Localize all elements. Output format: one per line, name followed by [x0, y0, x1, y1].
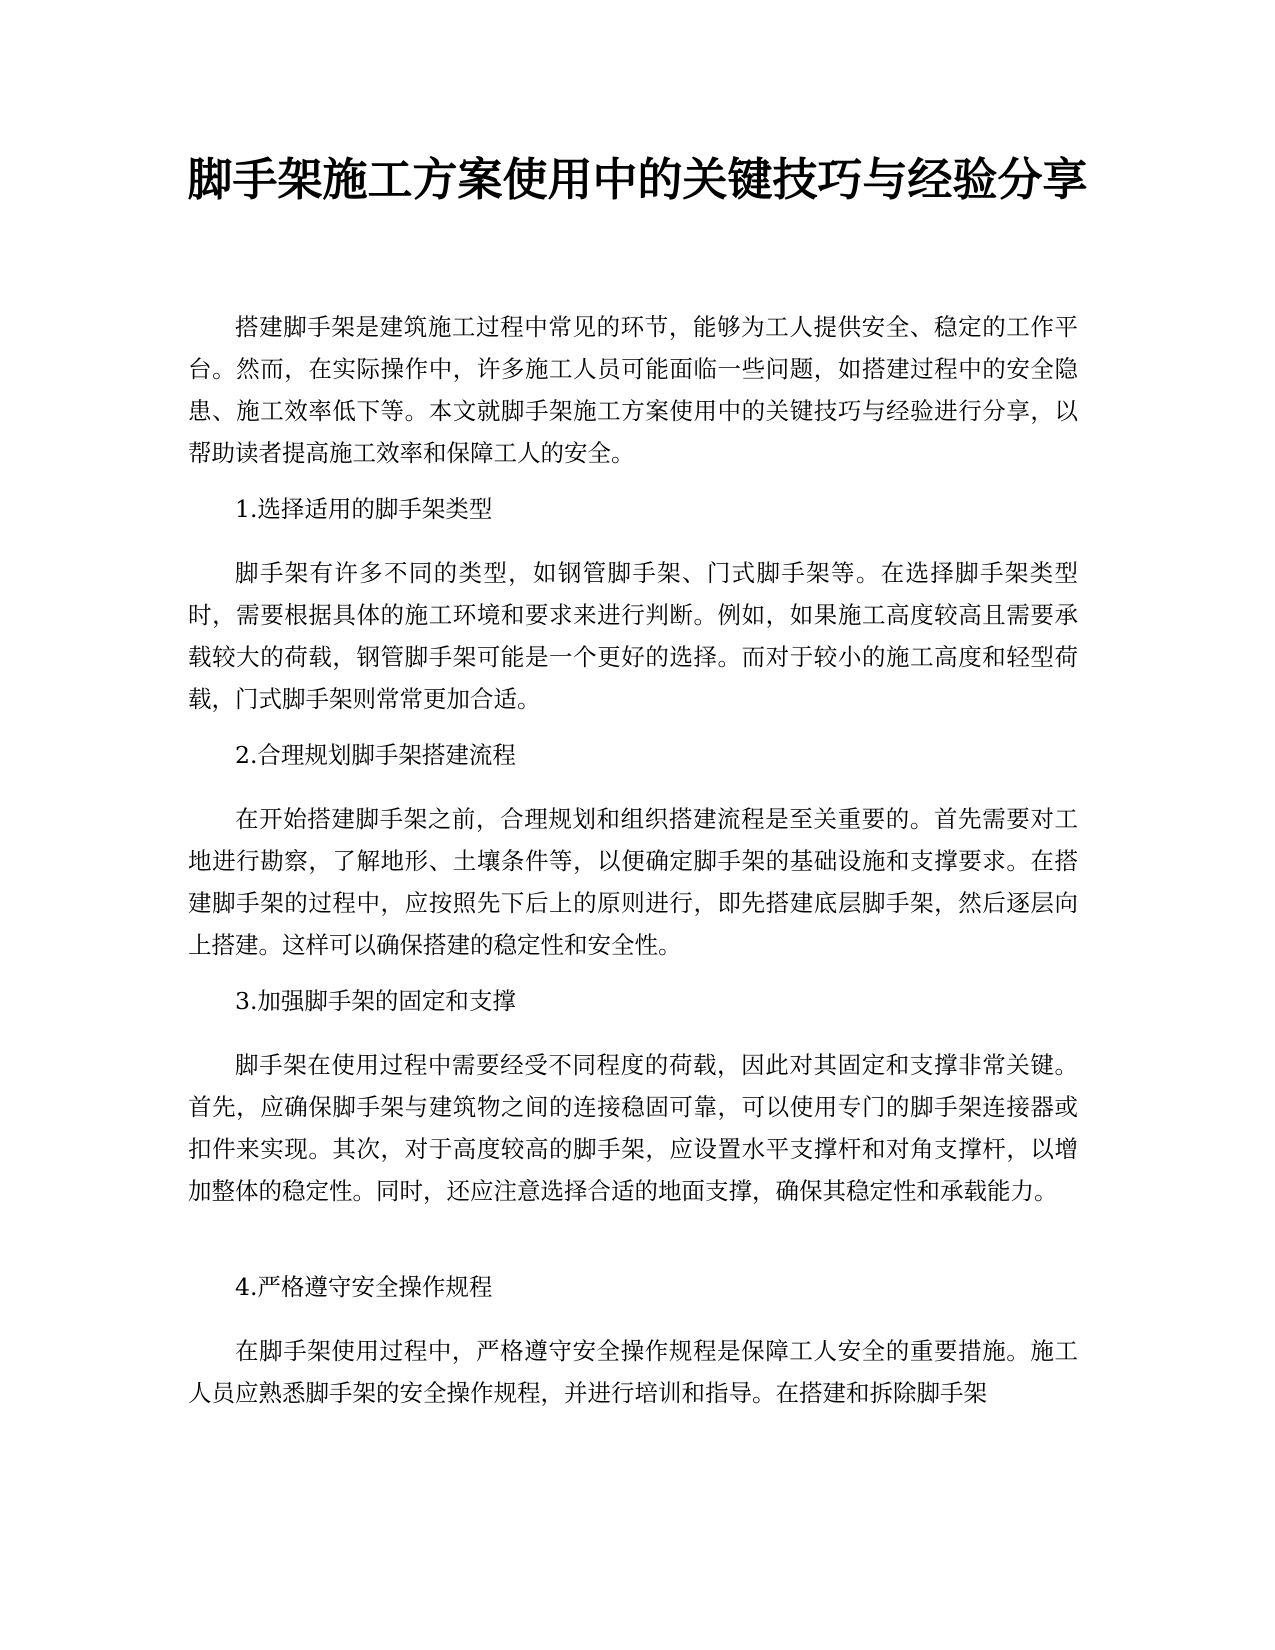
- document-title: 脚手架施工方案使用中的关键技巧与经验分享: [187, 153, 1088, 206]
- section-heading-3: 3.加强脚手架的固定和支撑: [235, 987, 516, 1015]
- section-paragraph-4: 在脚手架使用过程中，严格遵守安全操作规程是保障工人安全的重要措施。施工人员应熟悉脚手架的安全操作规程，并进行培训和指导。在搭建和拆除脚手架: [188, 1337, 1078, 1407]
- section-heading-4: 4.严格遵守安全操作规程: [235, 1273, 493, 1301]
- intro-paragraph: 搭建脚手架是建筑施工过程中常见的环节，能够为工人提供安全、稳定的工作平台。然而，在实际操作中，许多施工人员可能面临一些问题，如搭建过程中的安全隐患、施工效率低下等。本文就脚手架施工方案使用中的关键技巧与经验进行分享，以帮助读者提高施工效率和保障工人的安全。: [188, 313, 1078, 467]
- section-paragraph-1: 脚手架有许多不同的类型，如钢管脚手架、门式脚手架等。在选择脚手架类型时，需要根据具体的施工环境和要求来进行判断。例如，如果施工高度较高且需要承载较大的荷载，钢管脚手架可能是一个更好的选择。而对于较小的施工高度和轻型荷载，门式脚手架则常常更加合适。: [188, 559, 1078, 713]
- section-heading-1: 1.选择适用的脚手架类型: [235, 495, 493, 523]
- section-paragraph-2: 在开始搭建脚手架之前，合理规划和组织搭建流程是至关重要的。首先需要对工地进行勘察，了解地形、土壤条件等，以便确定脚手架的基础设施和支撑要求。在搭建脚手架的过程中，应按照先下后上的原则进行，即先搭建底层脚手架，然后逐层向上搭建。这样可以确保搭建的稳定性和安全性。: [188, 805, 1078, 959]
- section-paragraph-3: 脚手架在使用过程中需要经受不同程度的荷载，因此对其固定和支撑非常关键。首先，应确保脚手架与建筑物之间的连接稳固可靠，可以使用专门的脚手架连接器或扣件来实现。其次，对于高度较高的脚手架，应设置水平支撑杆和对角支撑杆，以增加整体的稳定性。同时，还应注意选择合适的地面支撑，确保其稳定性和承载能力。: [188, 1051, 1078, 1205]
- section-heading-2: 2.合理规划脚手架搭建流程: [235, 741, 516, 769]
